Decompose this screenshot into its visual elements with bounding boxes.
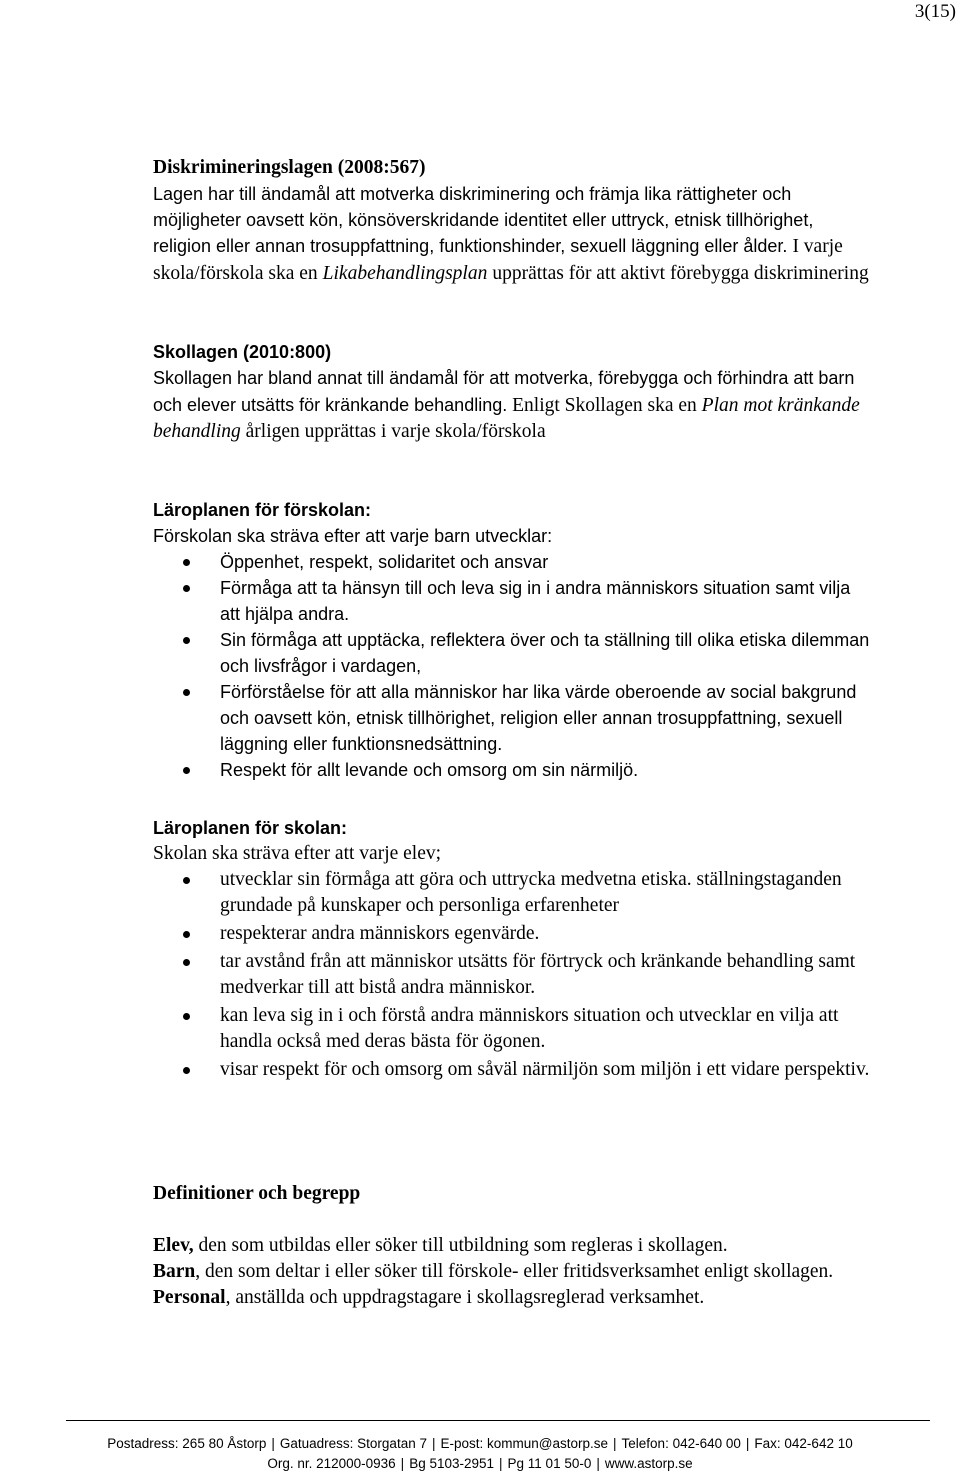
list-item: Förförståelse för att alla människor har lika värde oberoende av social bakgrund och oavsett kön, etnisk tillhörighet, religion eller annan trosuppfattning, sexuell läggning eller funktionsnedsättning. (153, 679, 873, 757)
definition-text: , den som deltar i eller söker till förskole- eller fritidsverksamhet enligt skollagen. (195, 1261, 834, 1282)
footer-plusgiro: Pg 11 01 50-0 (507, 1456, 592, 1471)
bullet-list (153, 867, 873, 1083)
emphasized-term: Plan mot kränkande behandling (153, 395, 860, 442)
bullet-icon (183, 931, 190, 938)
footer-separator: | (613, 1436, 617, 1451)
footer-separator: | (400, 1456, 405, 1471)
paragraph-text: upprättas för att aktivt förebygga diskriminering (492, 263, 869, 284)
bullet-icon (183, 585, 190, 592)
list-item: respekterar andra människors egenvärde. (153, 921, 873, 947)
list-item: Respekt för allt levande och omsorg om sin närmiljö. (153, 757, 873, 783)
bullet-icon (183, 637, 190, 644)
footer-fax: Fax: 042-642 10 (754, 1436, 853, 1451)
bullet-icon (183, 1013, 190, 1020)
bullet-icon (183, 559, 190, 566)
section-intro: Skolan ska sträva efter att varje elev; (153, 843, 442, 864)
footer-phone: Telefon: 042-640 00 (621, 1436, 741, 1451)
bullet-icon (183, 877, 190, 884)
section-heading: Diskrimineringslagen (2008:567) (153, 157, 426, 178)
list-item: Sin förmåga att upptäcka, reflektera över och ta ställning till olika etiska dilemman och livsfrågor i vardagen, (153, 627, 873, 679)
list-item: tar avstånd från att människor utsätts för förtryck och kränkande behandling samt medverkar till att bistå andra människor. (153, 949, 873, 1001)
bullet-icon (183, 767, 190, 774)
definition-item (153, 1259, 873, 1285)
footer-divider (66, 1420, 930, 1421)
footer-separator: | (745, 1436, 750, 1451)
footer-line-2 (0, 1454, 960, 1474)
emphasized-term: Likabehandlingsplan (322, 263, 488, 284)
definition-term: Elev, (153, 1235, 194, 1256)
list-item: kan leva sig in i och förstå andra människors situation och utvecklar en vilja att handla också med deras bästa för ögonen. (153, 1003, 873, 1055)
paragraph-text: I varje skola/förskola ska en (153, 236, 843, 284)
footer-separator: | (596, 1456, 600, 1471)
definition-item (153, 1233, 873, 1259)
list-item: Förmåga att ta hänsyn till och leva sig in i andra människors situation samt vilja att hjälpa andra. (153, 575, 873, 627)
footer-bankgiro: Bg 5103-2951 (409, 1456, 495, 1471)
paragraph-text: Enligt Skollagen ska en (512, 395, 697, 416)
paragraph-text: Skollagen har bland annat till ändamål för att motverka, förebygga och förhindra att barn och elever utsätts för kränkande behandling. (153, 368, 855, 415)
section-laroplan-skola (153, 815, 873, 1083)
list-item: Öppenhet, respekt, solidaritet och ansvar (153, 549, 873, 575)
footer-street-address: Gatuadress: Storgatan 7 (279, 1436, 427, 1451)
footer-line-1 (0, 1434, 960, 1454)
section-heading: Skollagen (2010:800) (153, 342, 332, 362)
section-intro: Förskolan ska sträva efter att varje barn utvecklar: (153, 526, 553, 546)
bullet-list (153, 549, 873, 783)
list-item: visar respekt för och omsorg om såväl närmiljön som miljön i ett vidare perspektiv. (153, 1057, 873, 1083)
definition-text: , anställda och uppdragstagare i skollagsreglerad verksamhet. (225, 1287, 705, 1308)
list-item: utvecklar sin förmåga att göra och uttrycka medvetna etiska. ställningstaganden grundade på kunskaper och personliga erfarenheter (153, 867, 873, 919)
paragraph-text: Lagen har till ändamål att motverka diskriminering och främja lika rättigheter och möjligheter oavsett kön, könsöverskridande identitet eller uttryck, etnisk tillhörighet, religion eller annan trosuppfattning, funktionshinder, sexuell läggning eller ålder. (153, 184, 814, 256)
definition-item (153, 1285, 873, 1311)
footer-website: www.astorp.se (604, 1456, 693, 1471)
paragraph-text: årligen upprättas i varje skola/förskola (245, 421, 546, 442)
section-heading: Läroplanen för förskolan: (153, 500, 372, 520)
footer-postal-address: Postadress: 265 80 Åstorp (107, 1436, 267, 1451)
footer-separator: | (431, 1436, 436, 1451)
footer-separator: | (499, 1456, 503, 1471)
footer-email: E-post: kommun@astorp.se (440, 1436, 609, 1451)
footer-org-number: Org. nr. 212000-0936 (267, 1456, 396, 1471)
definition-term: Personal (153, 1287, 226, 1308)
section-diskrimineringslagen (153, 155, 873, 287)
section-laroplan-forskola (153, 497, 873, 783)
bullet-icon (183, 689, 190, 696)
section-definitioner (153, 1181, 873, 1311)
page-number: 3(15) (914, 1, 956, 22)
bullet-icon (183, 1067, 190, 1074)
section-heading: Definitioner och begrepp (153, 1183, 361, 1204)
section-heading: Läroplanen för skolan: (153, 818, 348, 838)
footer-separator: | (271, 1436, 275, 1451)
definition-term: Barn (153, 1261, 196, 1282)
bullet-icon (183, 959, 190, 966)
section-skollagen (153, 339, 873, 445)
definition-text: den som utbildas eller söker till utbildning som regleras i skollagen. (193, 1235, 728, 1256)
